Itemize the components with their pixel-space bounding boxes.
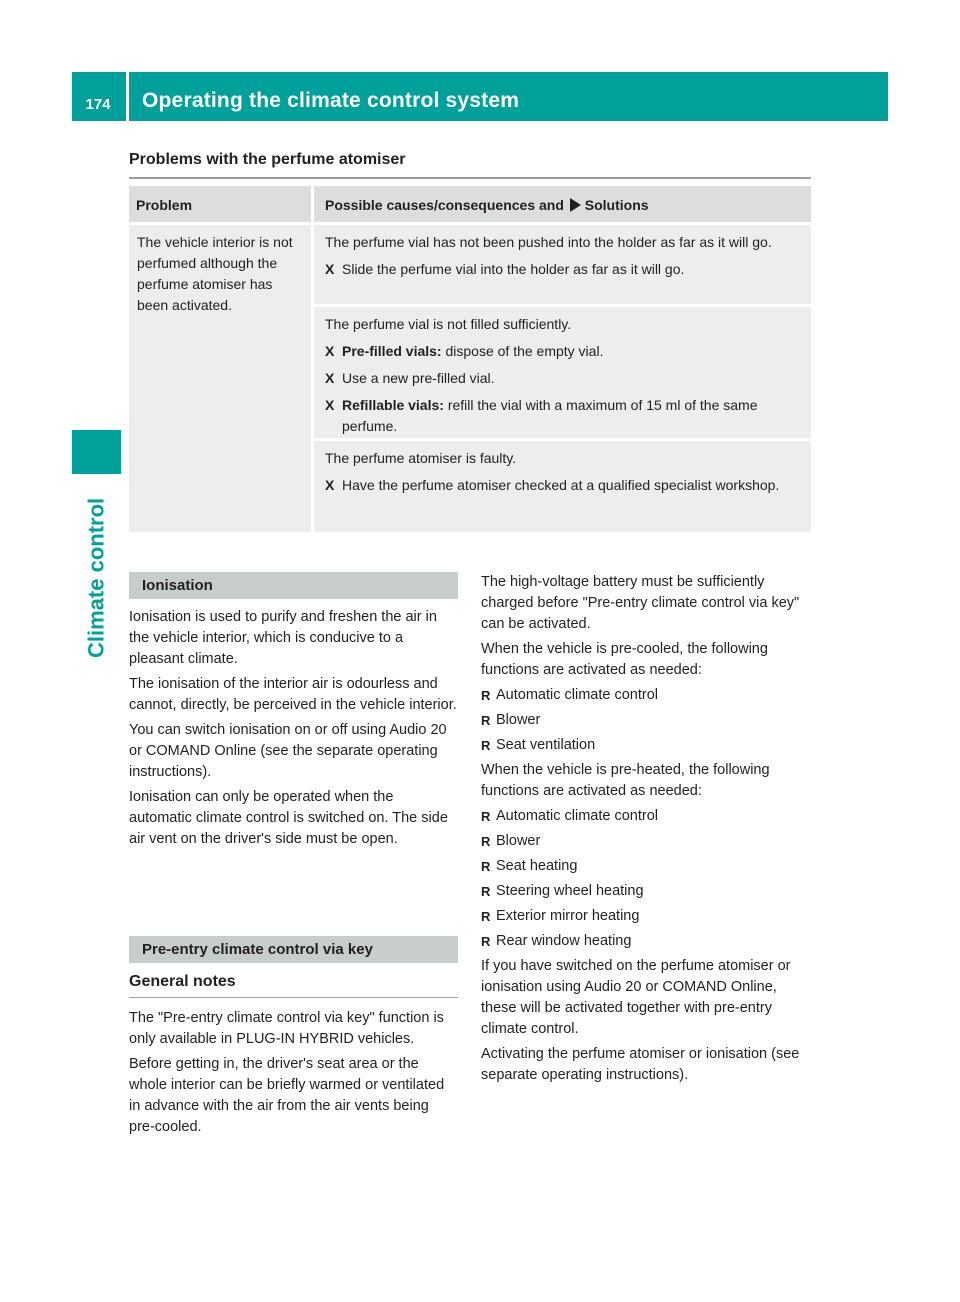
solution-step bbox=[325, 259, 800, 280]
arrow-icon bbox=[570, 198, 581, 212]
list-item-text: Steering wheel heating bbox=[496, 883, 644, 899]
page-number: 174 bbox=[85, 96, 111, 113]
cooled-functions-list bbox=[481, 685, 813, 756]
paragraph: When the vehicle is pre-heated, the following functions are activated as needed: bbox=[481, 762, 770, 799]
column-header-solutions-suffix: Solutions bbox=[584, 197, 649, 213]
paragraph: The high-voltage battery must be sufficiently charged before "Pre-entry climate control via key" can be activated. bbox=[481, 574, 800, 632]
heated-functions-list bbox=[481, 806, 813, 952]
bullet-icon: R bbox=[481, 934, 491, 949]
step-text: Have the perfume atomiser checked at a qualified specialist workshop. bbox=[342, 477, 780, 493]
bullet-icon: R bbox=[481, 909, 491, 924]
paragraph: When the vehicle is pre-cooled, the following functions are activated as needed: bbox=[481, 641, 768, 678]
paragraph: Before getting in, the driver's seat area or the whole interior can be briefly warmed or ventilated in advance with the air from the air vents being pre-cooled. bbox=[129, 1056, 445, 1135]
column-header-solutions bbox=[314, 186, 811, 222]
step-label: Refillable vials: bbox=[342, 397, 444, 413]
bullet-icon: R bbox=[481, 884, 491, 899]
solution-cell-2 bbox=[314, 307, 811, 438]
ionisation-heading: Ionisation bbox=[129, 572, 458, 599]
list-item bbox=[481, 906, 813, 927]
step-text: dispose of the empty vial. bbox=[441, 343, 604, 359]
page-title: Operating the climate control system bbox=[142, 89, 520, 112]
paragraph: You can switch ionisation on or off using Audio 20 or COMAND Online (see the separate operating instructions). bbox=[129, 722, 447, 780]
step-marker-icon: X bbox=[325, 370, 335, 386]
solution-step bbox=[325, 475, 800, 496]
step-marker-icon: X bbox=[325, 397, 335, 413]
solution-cell-1 bbox=[314, 225, 811, 304]
paragraph: Ionisation is used to purify and freshen the air in the vehicle interior, which is conducive to a pleasant climate. bbox=[129, 609, 437, 667]
step-text: Slide the perfume vial into the holder as far as it will go. bbox=[342, 261, 685, 277]
list-item bbox=[481, 831, 813, 852]
list-item-text: Seat heating bbox=[496, 858, 578, 874]
column-header-problem: Problem bbox=[129, 186, 311, 222]
list-item bbox=[481, 806, 813, 827]
right-column bbox=[481, 572, 813, 1090]
paragraph: Activating the perfume atomiser or ionisation (see separate operating instructions). bbox=[481, 1046, 800, 1083]
list-item-text: Automatic climate control bbox=[496, 808, 658, 824]
bullet-icon: R bbox=[481, 859, 491, 874]
bullet-icon: R bbox=[481, 738, 491, 753]
cause-text: The perfume atomiser is faulty. bbox=[325, 450, 517, 466]
list-item-text: Blower bbox=[496, 712, 541, 728]
solution-cell-3 bbox=[314, 441, 811, 532]
header-separator bbox=[126, 72, 129, 121]
step-text: Use a new pre-filled vial. bbox=[342, 370, 495, 386]
section-rule bbox=[129, 177, 811, 179]
solution-step bbox=[325, 341, 800, 362]
bullet-icon: R bbox=[481, 713, 491, 728]
column-header-solutions-text: Possible causes/consequences and bbox=[325, 197, 564, 213]
cause-text: The perfume vial is not filled sufficiently. bbox=[325, 316, 572, 332]
step-marker-icon: X bbox=[325, 477, 335, 493]
paragraph: Ionisation can only be operated when the automatic climate control is switched on. The side air vent on the driver's side must be open. bbox=[129, 789, 448, 847]
bullet-icon: R bbox=[481, 809, 491, 824]
list-item bbox=[481, 735, 813, 756]
bullet-icon: R bbox=[481, 688, 491, 703]
general-notes-heading: General notes bbox=[129, 973, 236, 990]
paragraph: If you have switched on the perfume atomiser or ionisation using Audio 20 or COMAND Online, these will be activated together with pre-entry climate control. bbox=[481, 958, 791, 1037]
list-item bbox=[481, 881, 813, 902]
cause-text: The perfume vial has not been pushed into the holder as far as it will go. bbox=[325, 234, 772, 250]
preentry-heading: Pre-entry climate control via key bbox=[129, 936, 458, 963]
side-tab-marker bbox=[72, 430, 121, 474]
bullet-icon: R bbox=[481, 834, 491, 849]
section-title: Problems with the perfume atomiser bbox=[129, 151, 406, 168]
list-item-text: Exterior mirror heating bbox=[496, 908, 640, 924]
list-item bbox=[481, 685, 813, 706]
ionisation-section bbox=[129, 572, 458, 854]
list-item bbox=[481, 931, 813, 952]
step-marker-icon: X bbox=[325, 343, 335, 359]
solution-step bbox=[325, 368, 800, 389]
list-item bbox=[481, 710, 813, 731]
paragraph: The ionisation of the interior air is odourless and cannot, directly, be perceived in the vehicle interior. bbox=[129, 676, 457, 713]
list-item-text: Seat ventilation bbox=[496, 737, 596, 753]
paragraph: The "Pre-entry climate control via key" function is only available in PLUG-IN HYBRID vehicles. bbox=[129, 1010, 444, 1047]
list-item-text: Automatic climate control bbox=[496, 687, 658, 703]
step-label: Pre-filled vials: bbox=[342, 343, 442, 359]
step-text: refill the vial with a maximum of 15 ml of the same perfume. bbox=[342, 397, 758, 434]
list-item-text: Rear window heating bbox=[496, 933, 632, 949]
problem-cell: The vehicle interior is not perfumed although the perfume atomiser has been activated. bbox=[129, 225, 311, 532]
preentry-section bbox=[129, 936, 458, 1142]
list-item-text: Blower bbox=[496, 833, 541, 849]
step-marker-icon: X bbox=[325, 261, 335, 277]
solution-step bbox=[325, 395, 800, 437]
list-item bbox=[481, 856, 813, 877]
side-tab-label: Climate control bbox=[83, 497, 109, 658]
